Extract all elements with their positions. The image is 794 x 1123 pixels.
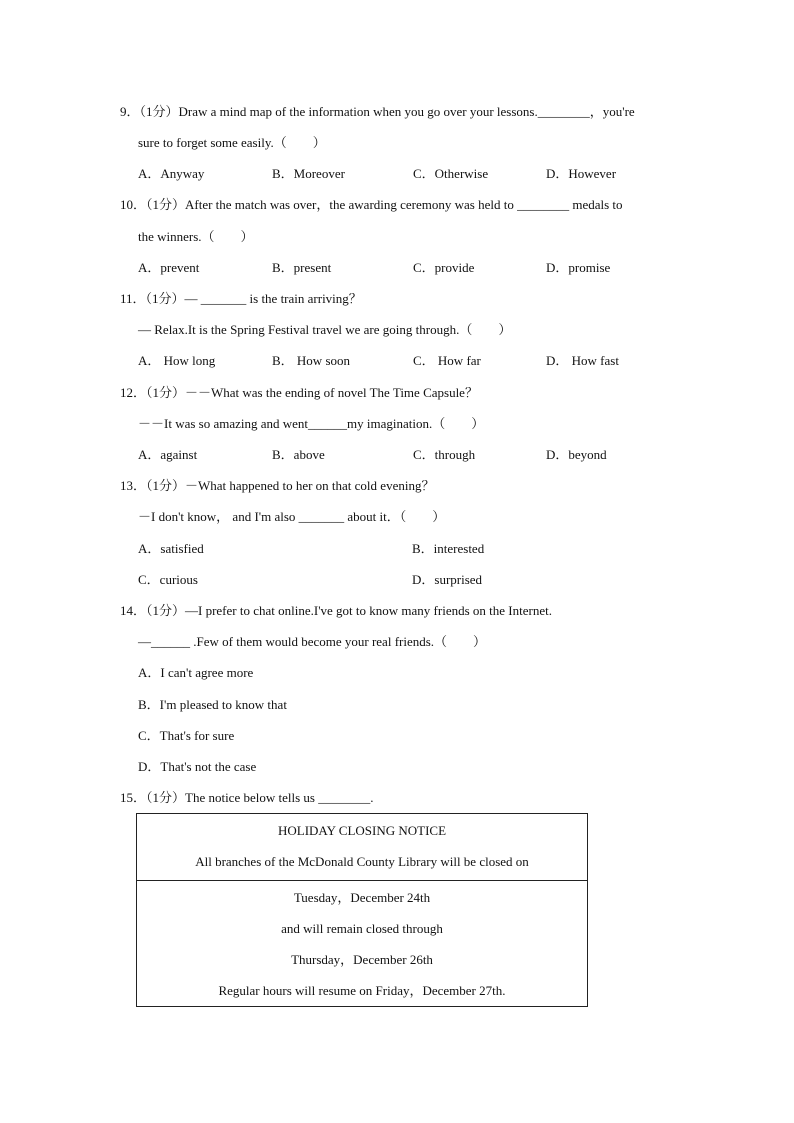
question-14-stem-cont: —______ .Few of them would become your real friends.（ ）: [138, 634, 487, 649]
question-11-option-a[interactable]: A． How long: [138, 353, 216, 368]
question-13-stem-cont: －I don't know， and I'm also _______ about it．（ ）: [138, 509, 446, 524]
notice-line-5: Regular hours will resume on Friday，December 27th.: [218, 983, 506, 998]
question-9-stem: 9．（1分）Draw a mind map of the information when you go over your lessons.________，you're: [120, 104, 635, 119]
question-10-stem-cont: the winners.（ ）: [138, 229, 254, 244]
question-14-option-d[interactable]: D．That's not the case: [138, 759, 257, 774]
question-11-option-c[interactable]: C． How far: [413, 353, 481, 368]
question-12-option-d[interactable]: D．beyond: [546, 447, 607, 462]
question-14-stem: 14．（1分）—I prefer to chat online.I've got to know many friends on the Internet.: [120, 603, 552, 618]
notice-line-2: Tuesday，December 24th: [293, 890, 431, 905]
question-11-option-d[interactable]: D． How fast: [546, 353, 619, 368]
question-12-option-b[interactable]: B．above: [272, 447, 325, 462]
question-10-option-c[interactable]: C．provide: [413, 260, 475, 275]
notice-divider: [137, 880, 587, 881]
question-13-option-b[interactable]: B．interested: [412, 541, 485, 556]
holiday-closing-notice: [136, 813, 588, 1007]
question-13-stem: 13．（1分）－What happened to her on that cold evening？: [120, 478, 435, 493]
question-9-stem-cont: sure to forget some easily.（ ）: [138, 135, 326, 150]
question-11-option-b[interactable]: B． How soon: [272, 353, 351, 368]
question-12-stem: 12．（1分）－－What was the ending of novel The Time Capsule？: [120, 385, 478, 400]
question-10-option-d[interactable]: D．promise: [546, 260, 611, 275]
question-11-stem: 11．（1分）— _______ is the train arriving？: [120, 291, 362, 306]
question-14-option-a[interactable]: A．I can't agree more: [138, 665, 254, 680]
question-14-option-b[interactable]: B．I'm pleased to know that: [138, 697, 287, 712]
question-9-option-c[interactable]: C．Otherwise: [413, 166, 489, 181]
notice-line-4: Thursday，December 26th: [291, 952, 433, 967]
question-11-stem-cont: — Relax.It is the Spring Festival travel we are going through.（ ）: [138, 322, 512, 337]
question-10-option-b[interactable]: B．present: [272, 260, 332, 275]
question-12-stem-cont: －－It was so amazing and went______my imagination.（ ）: [138, 416, 485, 431]
notice-line-1: All branches of the McDonald County Library will be closed on: [195, 854, 529, 869]
notice-line-3: and will remain closed through: [281, 921, 443, 936]
question-13-option-a[interactable]: A．satisfied: [138, 541, 204, 556]
question-12-option-c[interactable]: C．through: [413, 447, 476, 462]
notice-title: HOLIDAY CLOSING NOTICE: [277, 823, 447, 838]
question-14-option-c[interactable]: C．That's for sure: [138, 728, 235, 743]
question-13-option-d[interactable]: D．surprised: [412, 572, 483, 587]
question-13-option-c[interactable]: C．curious: [138, 572, 198, 587]
question-10-option-a[interactable]: A．prevent: [138, 260, 200, 275]
question-9-option-b[interactable]: B．Moreover: [272, 166, 345, 181]
question-9-option-d[interactable]: D．However: [546, 166, 617, 181]
question-12-option-a[interactable]: A．against: [138, 447, 198, 462]
question-9-option-a[interactable]: A．Anyway: [138, 166, 205, 181]
question-15-stem: 15．（1分）The notice below tells us ________.: [120, 790, 374, 805]
question-10-stem: 10．（1分）After the match was over，the awarding ceremony was held to ________ medals to: [120, 197, 623, 212]
